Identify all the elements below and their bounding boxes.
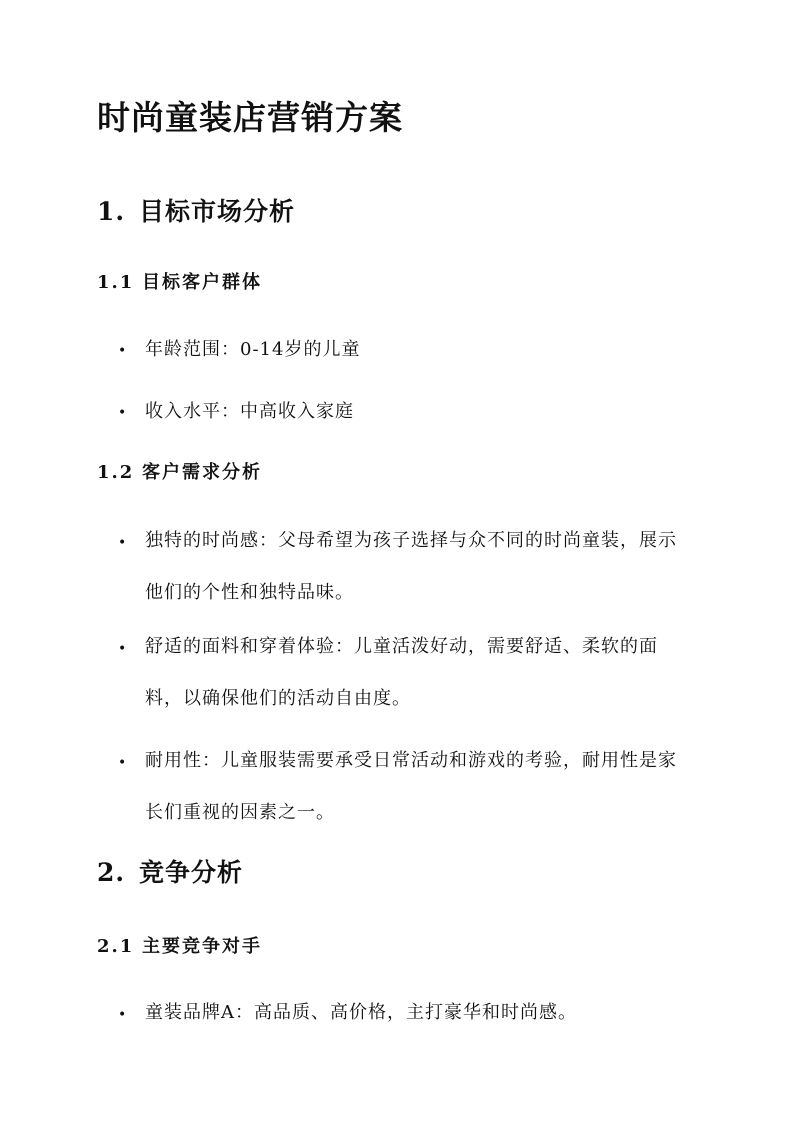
bullet-icon: •	[118, 641, 127, 657]
subsection-title: 目标客户群体	[142, 272, 262, 293]
subsection-number: 1.1	[97, 272, 135, 293]
subsection-number: 2.1	[97, 936, 135, 957]
document-title: 时尚童装店营销方案	[97, 98, 403, 137]
bullet-icon: •	[118, 343, 127, 359]
section-title: 竞争分析	[139, 858, 244, 887]
subsection-title: 主要竞争对手	[142, 936, 262, 957]
list-item: 年龄范围：0-14岁的儿童	[145, 339, 361, 360]
subsection-heading-1-2	[97, 460, 262, 486]
section-number: 1.	[97, 197, 126, 226]
section-heading-1	[97, 195, 295, 229]
list-item: 收入水平：中高收入家庭	[145, 401, 354, 422]
list-item: 童装品牌A：高品质、高价格，主打豪华和时尚感。	[145, 1002, 577, 1023]
subsection-number: 1.2	[97, 462, 135, 483]
list-item: 独特的时尚感：父母希望为孩子选择与众不同的时尚童装，展示他们的个性和独特品味。	[145, 530, 677, 603]
bullet-icon: •	[118, 405, 127, 421]
list-item: 耐用性：儿童服装需要承受日常活动和游戏的考验，耐用性是家长们重视的因素之一。	[145, 750, 677, 823]
section-heading-2	[97, 856, 243, 890]
section-title: 目标市场分析	[139, 197, 296, 226]
subsection-title: 客户需求分析	[142, 462, 262, 483]
subsection-heading-1-1	[97, 270, 262, 296]
list-item: 舒适的面料和穿着体验：儿童活泼好动，需要舒适、柔软的面料，以确保他们的活动自由度。	[145, 636, 658, 709]
bullet-icon: •	[118, 1007, 127, 1023]
bullet-icon: •	[118, 755, 127, 771]
bullet-icon: •	[118, 535, 127, 551]
subsection-heading-2-1	[97, 934, 262, 960]
section-number: 2.	[97, 858, 126, 887]
